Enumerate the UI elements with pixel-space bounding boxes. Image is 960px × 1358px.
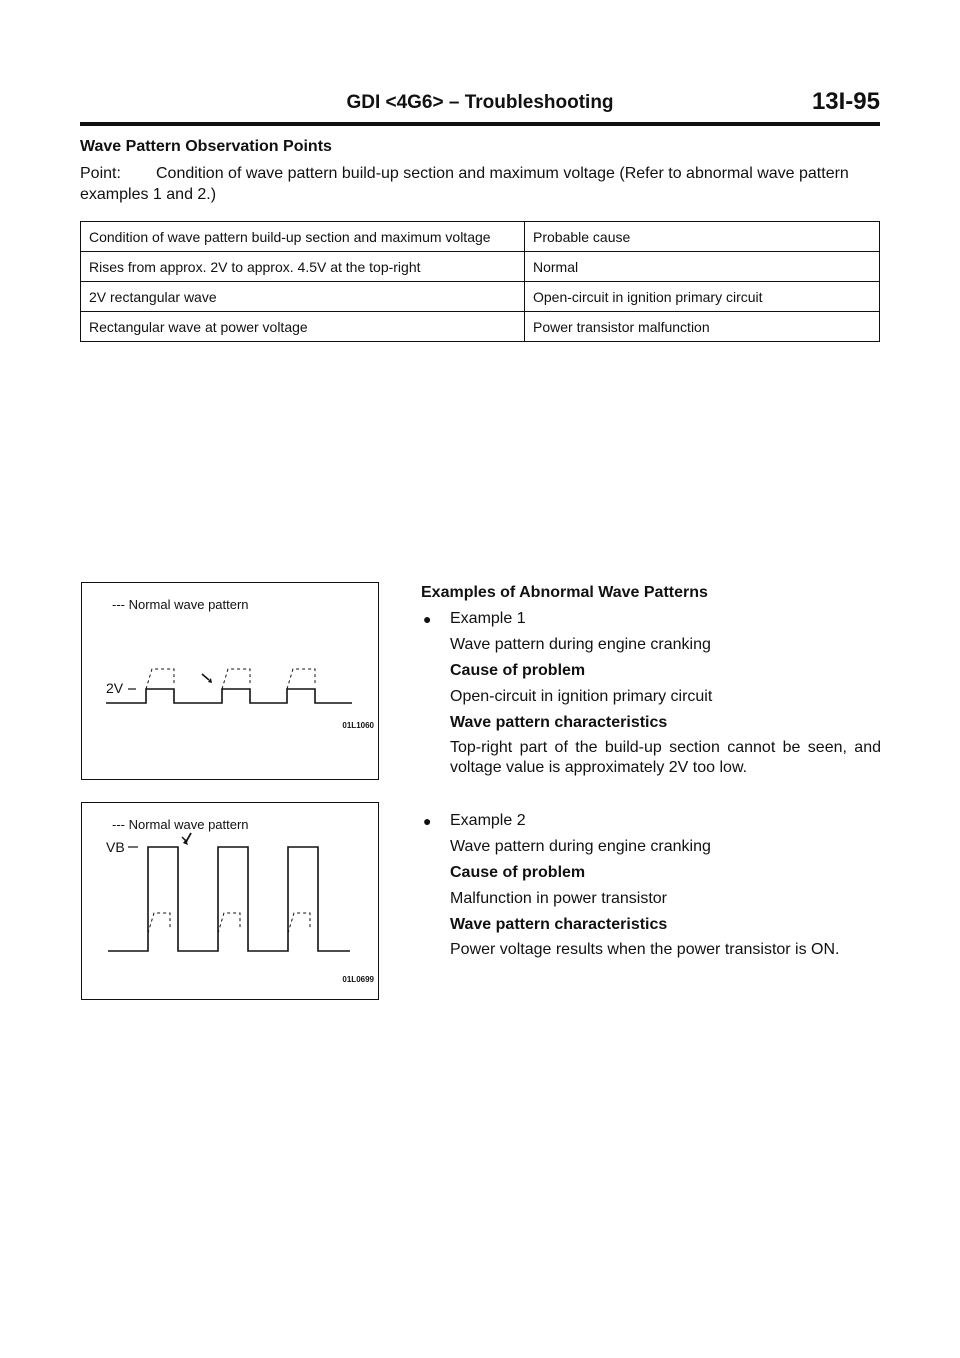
characteristics-heading: Wave pattern characteristics (450, 916, 668, 933)
table-cell: Rises from approx. 2V to approx. 4.5V at the top-right (81, 252, 525, 282)
table-cell: 2V rectangular wave (81, 282, 525, 312)
table-cell: Power transistor malfunction (525, 312, 880, 342)
table-header-cell: Condition of wave pattern build-up section and maximum voltage (81, 222, 525, 252)
table-cell: Rectangular wave at power voltage (81, 312, 525, 342)
example-item-1 (421, 606, 881, 782)
bullet-icon: ● (423, 611, 432, 627)
table-cell: Open-circuit in ignition primary circuit (525, 282, 880, 312)
figure-legend: --- Normal wave pattern (112, 597, 249, 612)
table-header-row (81, 222, 880, 252)
figure-legend: --- Normal wave pattern (112, 817, 249, 832)
abnormal-wave-solid (106, 689, 352, 703)
table-row (81, 282, 880, 312)
abnormal-wave-solid (108, 847, 350, 951)
figure-code: 01L0699 (342, 975, 374, 984)
normal-wave-dashed (148, 913, 310, 933)
cause-text: Open-circuit in ignition primary circuit (450, 688, 713, 705)
page-header (80, 88, 880, 126)
cause-heading: Cause of problem (450, 662, 586, 679)
examples-title: Examples of Abnormal Wave Patterns (421, 584, 708, 601)
table-cell: Normal (525, 252, 880, 282)
example-name: Example 1 (450, 610, 526, 627)
wave-figure-example-2 (81, 802, 379, 1000)
spacer (421, 782, 881, 808)
example-condition: Wave pattern during engine cranking (450, 636, 711, 653)
abnormal-examples (421, 580, 881, 964)
condition-table (80, 221, 880, 342)
cause-heading: Cause of problem (450, 864, 586, 881)
wave-diagram-2 (82, 803, 378, 999)
characteristics-text: Top-right part of the build-up section cannot be seen, and voltage value is approximately 2V too low. (450, 739, 881, 776)
table-row (81, 252, 880, 282)
section-title: Wave Pattern Observation Points (80, 138, 332, 155)
point-paragraph (80, 163, 880, 205)
arrow-icon (182, 833, 191, 845)
bullet-icon: ● (423, 813, 432, 829)
wave-diagram-1 (82, 583, 378, 779)
example-name: Example 2 (450, 812, 526, 829)
axis-label-2v: 2V (106, 680, 124, 696)
characteristics-text: Power voltage results when the power transistor is ON. (450, 941, 840, 958)
table-row (81, 312, 880, 342)
point-text: Condition of wave pattern build-up section and maximum voltage (Refer to abnormal wave pattern examples 1 and 2.) (80, 165, 849, 203)
cause-text: Malfunction in power transistor (450, 890, 667, 907)
page-title: GDI <4G6> – Troubleshooting (346, 92, 614, 113)
example-condition: Wave pattern during engine cranking (450, 838, 711, 855)
example-item-2 (421, 808, 881, 964)
arrow-icon (202, 674, 212, 683)
page-number: 13I-95 (811, 88, 880, 115)
normal-wave-dashed (146, 669, 315, 689)
wave-figure-example-1 (81, 582, 379, 780)
figure-code: 01L1060 (342, 721, 374, 730)
table-header-cell: Probable cause (525, 222, 880, 252)
axis-label-vb: VB (106, 839, 125, 855)
point-label: Point: (80, 165, 121, 182)
characteristics-heading: Wave pattern characteristics (450, 714, 668, 731)
